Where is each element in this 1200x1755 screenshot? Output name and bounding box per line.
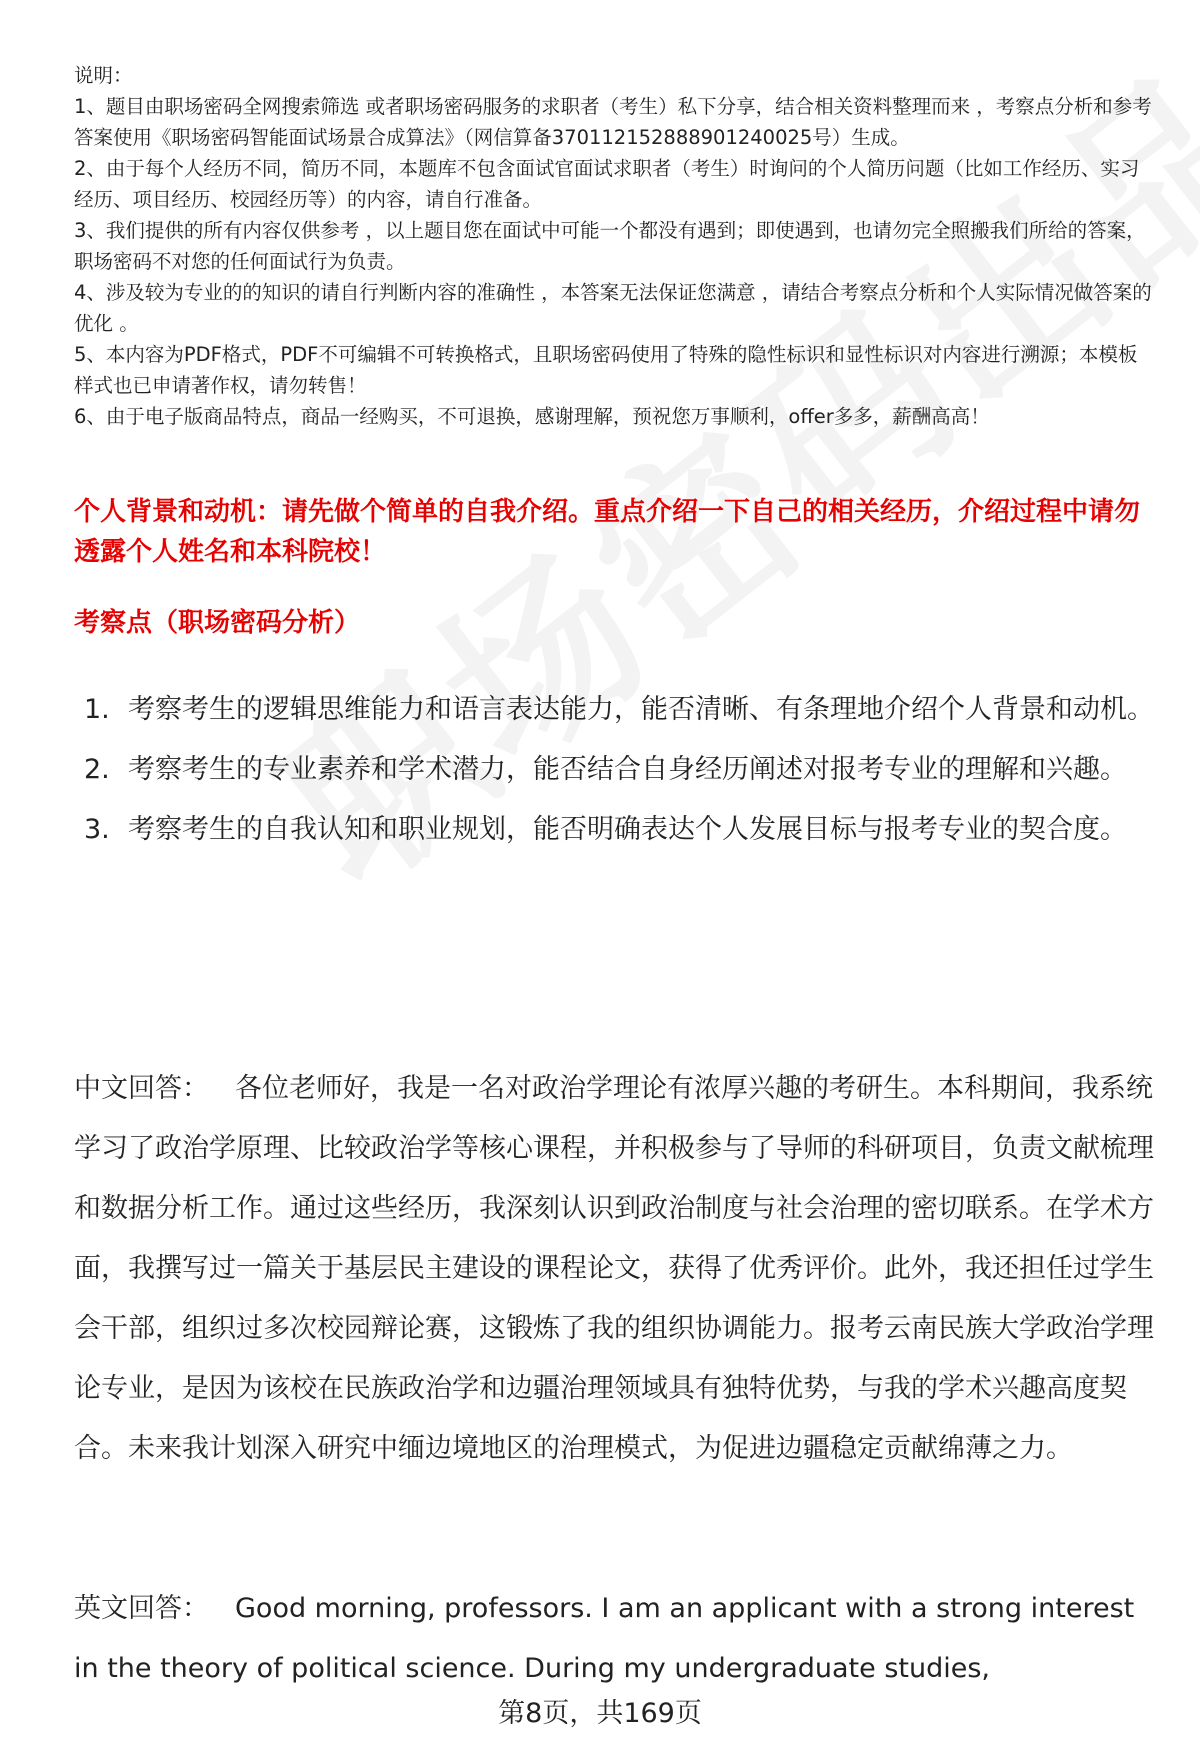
chinese-answer: [74, 1059, 1154, 1479]
point-text: 考察考生的自我认知和职业规划，能否明确表达个人发展目标与报考专业的契合度。: [128, 814, 1127, 845]
english-answer: [74, 1579, 1154, 1699]
point-number: 1.: [84, 694, 110, 725]
analysis-points: [74, 680, 1154, 860]
point-text: 考察考生的专业素养和学术潜力，能否结合自身经历阐述对报考专业的理解和兴趣。: [128, 754, 1127, 785]
note-item: 2、由于每个人经历不同，简历不同，本题库不包含面试官面试求职者（考生）时询问的个人简历问题（比如工作经历、实习经历、项目经历、校园经历等）的内容，请自行准备。: [74, 157, 1140, 211]
note-item: 6、由于电子版商品特点，商品一经购买，不可退换，感谢理解，预祝您万事顺利，offer多多，薪酬高高！: [74, 405, 990, 428]
english-answer-label: 英文回答：: [74, 1593, 209, 1624]
point-number: 3.: [84, 814, 110, 845]
note-item: 4、涉及较为专业的的知识的请自行判断内容的准确性 ，本答案无法保证您满意 ，请结合考察点分析和个人实际情况做答案的优化 。: [74, 281, 1152, 335]
note-item: 3、我们提供的所有内容仅供参考 ，以上题目您在面试中可能一个都没有遇到；即使遇到，也请勿完全照搬我们所给的答案，职场密码不对您的任何面试行为负责。: [74, 219, 1146, 273]
analysis-point: [74, 680, 1154, 740]
question-title: 个人背景和动机：请先做个简单的自我介绍。重点介绍一下自己的相关经历，介绍过程中请勿透露个人姓名和本科院校！: [74, 497, 1141, 567]
notes-heading: 说明：: [74, 64, 133, 87]
analysis-title: 考察点（职场密码分析）: [74, 608, 361, 638]
point-number: 2.: [84, 754, 110, 785]
chinese-answer-label: 中文回答：: [74, 1073, 209, 1104]
page-footer: 第8页，共169页: [498, 1698, 702, 1729]
chinese-answer-text: 各位老师好，我是一名对政治学理论有浓厚兴趣的考研生。本科期间，我系统学习了政治学原理、比较政治学等核心课程，并积极参与了导师的科研项目，负责文献梳理和数据分析工作。通过这些经历，我深刻认识到政治制度与社会治理的密切联系。在学术方面，我撰写过一篇关于基层民主建设的课程论文，获得了优秀评价。此外，我还担任过学生会干部，组织过多次校园辩论赛，这锻炼了我的组织协调能力。报考云南民族大学政治学理论专业，是因为该校在民族政治学和边疆治理领域具有独特优势，与我的学术兴趣高度契合。未来我计划深入研究中缅边境地区的治理模式，为促进边疆稳定贡献绵薄之力。: [74, 1073, 1154, 1464]
notes-section: [74, 60, 1154, 432]
english-answer-text: Good morning, professors. I am an applicant with a strong interest in the theory of political science. During my undergraduate studies,: [74, 1593, 1135, 1684]
note-item: 1、题目由职场密码全网搜索筛选 或者职场密码服务的求职者（考生）私下分享，结合相关资料整理而来 ，考察点分析和参考答案使用《职场密码智能面试场景合成算法》（网信算备370112152888901240025号）生成。: [74, 95, 1152, 149]
analysis-point: [74, 740, 1154, 800]
note-item: 5、本内容为PDF格式，PDF不可编辑不可转换格式，且职场密码使用了特殊的隐性标识和显性标识对内容进行溯源；本模板样式也已申请著作权，请勿转售！: [74, 343, 1138, 397]
analysis-point: [74, 800, 1154, 860]
point-text: 考察考生的逻辑思维能力和语言表达能力，能否清晰、有条理地介绍个人背景和动机。: [128, 694, 1154, 725]
